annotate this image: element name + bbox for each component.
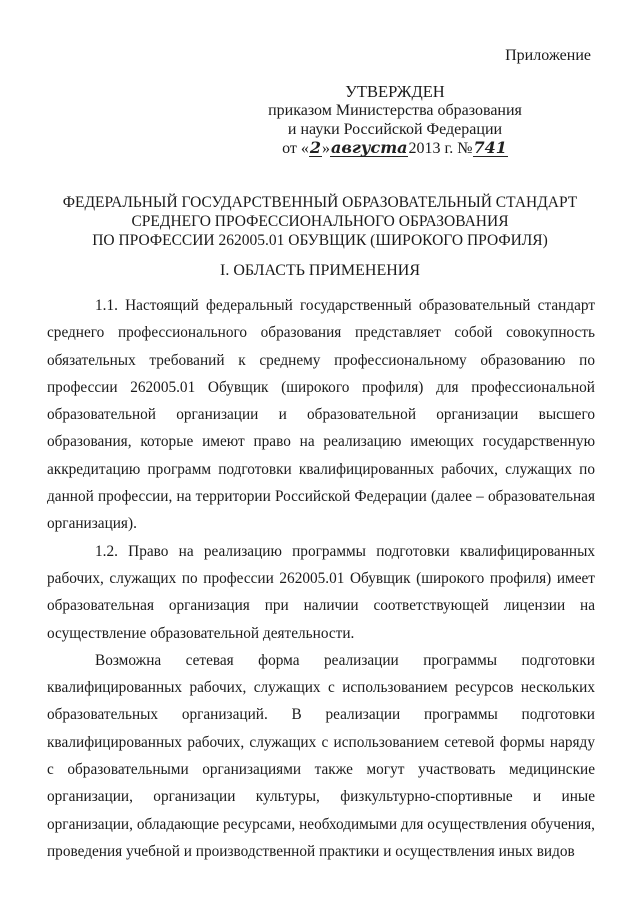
date-separator: » bbox=[322, 140, 330, 157]
approved-line-1: приказом Министерства образования bbox=[268, 102, 522, 119]
approval-block bbox=[260, 82, 530, 158]
approved-line-2: и науки Российской Федерации bbox=[287, 121, 503, 138]
handwritten-month: августа bbox=[331, 138, 408, 157]
body-text bbox=[47, 292, 595, 865]
standard-title-line-1: ФЕДЕРАЛЬНЫЙ ГОСУДАРСТВЕННЫЙ ОБРАЗОВАТЕЛЬНЫЙ СТАНДАРТ bbox=[62, 194, 578, 211]
approved-title: УТВЕРЖДЕН bbox=[345, 82, 445, 101]
appendix-label: Приложение bbox=[505, 47, 591, 64]
approval-date-line bbox=[260, 139, 530, 158]
date-year: 2013 г. № bbox=[408, 140, 473, 157]
standard-title bbox=[40, 193, 600, 250]
standard-title-line-2: СРЕДНЕГО ПРОФЕССИОНАЛЬНОГО ОБРАЗОВАНИЯ bbox=[131, 213, 509, 230]
paragraph-network-form: Возможна сетевая форма реализации программы подготовки квалифицированных рабочих, служащих с использованием ресурсов нескольких образовательных организаций. В реализации программы подготовки квалифицированных рабочих, служащих с использованием сетевой формы наряду с образовательными организациями также могут участвовать медицинские организации, организации культуры, физкультурно-спортивные и иные организации, обладающие ресурсами, необходимыми для осуществления обучения, проведения учебной и производственной практики и осуществления иных видов bbox=[47, 651, 595, 860]
section-title: I. ОБЛАСТЬ ПРИМЕНЕНИЯ bbox=[219, 262, 421, 279]
standard-title-line-3: ПО ПРОФЕССИИ 262005.01 ОБУВЩИК (ШИРОКОГО ПРОФИЛЯ) bbox=[92, 232, 548, 249]
date-prefix: от « bbox=[282, 140, 309, 157]
paragraph-1-1: 1.1. Настоящий федеральный государственный образовательный стандарт среднего профессионального образования представляет собой совокупность обязательных требований к среднему профессиональному образованию по профессии 262005.01 Обувщик (широкого профиля) для профессиональной образовательной организации и образовательной организации высшего образования, которые имеют право на реализацию имеющих государственную аккредитацию программ подготовки квалифицированных рабочих, служащих по данной профессии, на территории Российской Федерации (далее – образовательная организация). bbox=[47, 297, 595, 533]
handwritten-day: 2 bbox=[309, 138, 321, 157]
handwritten-order-number: 741 bbox=[473, 138, 507, 157]
paragraph-1-2: 1.2. Право на реализацию программы подготовки квалифицированных рабочих, служащих по профессии 262005.01 Обувщик (широкого профиля) имеет образовательная организация при наличии соответствующей лицензии на осуществление образовательной деятельности. bbox=[47, 542, 595, 642]
